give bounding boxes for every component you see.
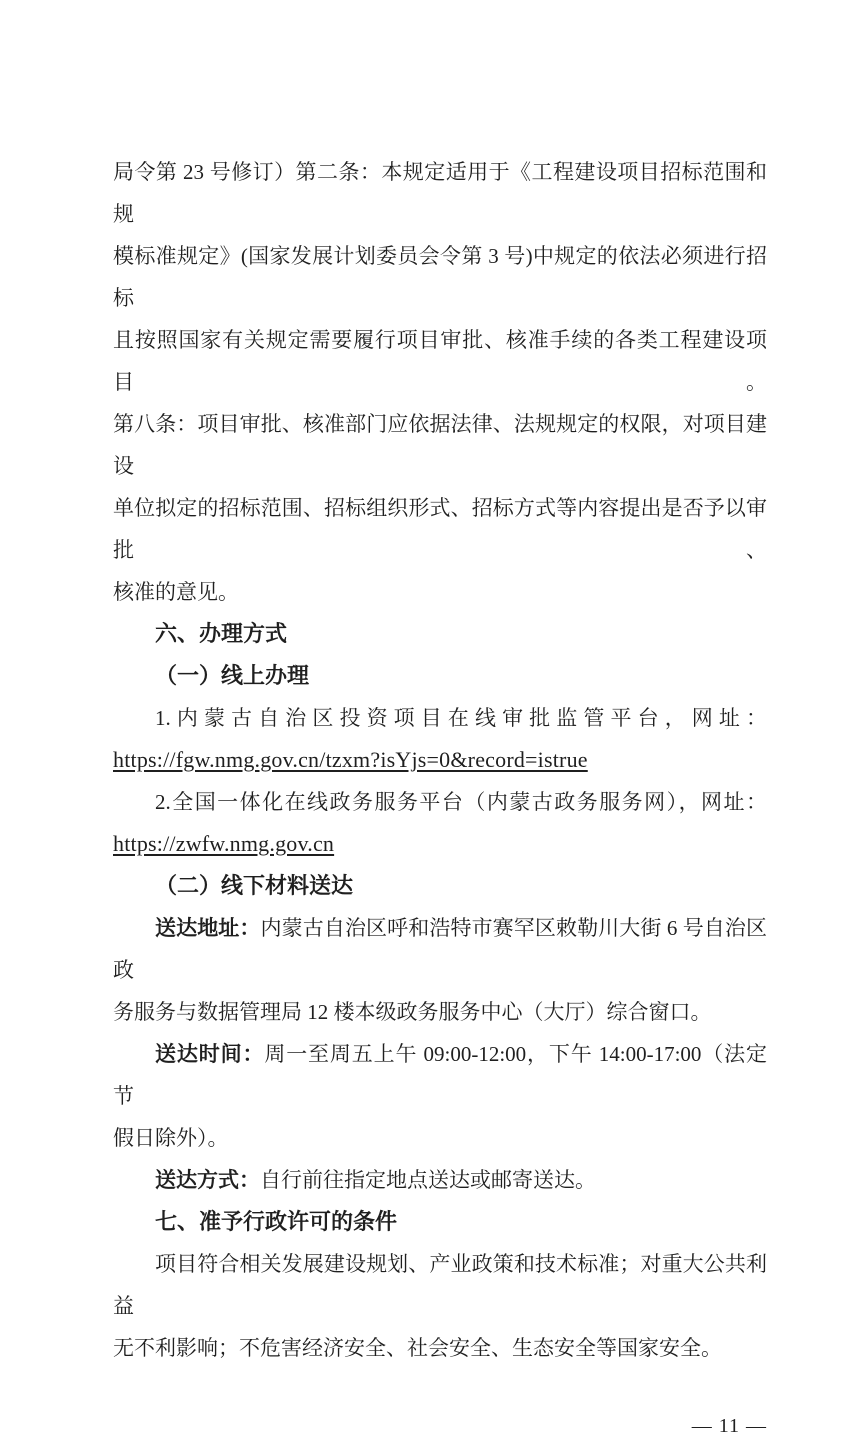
subsection-heading-offline: （二）线下材料送达 xyxy=(155,873,354,898)
hyperlink[interactable]: https://zwfw.nmg.gov.cn xyxy=(113,831,335,856)
paragraph-line: 单位拟定的招标范围、招标组织形式、招标方式等内容提出是否予以审批、 xyxy=(113,496,767,562)
paragraph-line: 核准的意见。 xyxy=(113,580,239,604)
document-body xyxy=(113,151,767,1447)
delivery-time-text: 周一至周五上午 09:00-12:00，下午 14:00-17:00（法定节 xyxy=(113,1042,767,1108)
subsection-heading-online: （一）线上办理 xyxy=(155,663,310,688)
delivery-address-line-1 xyxy=(113,907,767,991)
online-item-1-text: 1.内蒙古自治区投资项目在线审批监管平台，网址： xyxy=(155,706,767,730)
section-heading-banli-fangshi: 六、办理方式 xyxy=(155,621,288,646)
delivery-address-line-2: 务服务与数据管理局 12 楼本级政务服务中心（大厅）综合窗口。 xyxy=(113,1000,712,1024)
delivery-address-label: 送达地址： xyxy=(155,916,261,940)
hyperlink[interactable]: https://fgw.nmg.gov.cn/tzxm?isYjs=0&record=istrue xyxy=(113,747,588,772)
paragraph-line: 且按照国家有关规定需要履行项目审批、核准手续的各类工程建设项目。 xyxy=(113,328,767,394)
online-item-2-url[interactable] xyxy=(113,823,767,865)
paragraph-line: 第八条：项目审批、核准部门应依据法律、法规规定的权限，对项目建设 xyxy=(113,412,767,478)
delivery-time-line-2: 假日除外）。 xyxy=(113,1126,229,1150)
delivery-address-text: 内蒙古自治区呼和浩特市赛罕区敕勒川大街 6 号自治区政 xyxy=(113,916,768,982)
delivery-method-text: 自行前往指定地点送达或邮寄送达。 xyxy=(260,1168,596,1192)
online-item-2-text: 2.全国一体化在线政务服务平台（内蒙古政务服务网），网址： xyxy=(155,790,767,814)
delivery-method-line xyxy=(113,1159,767,1201)
delivery-time-line-1 xyxy=(113,1033,767,1117)
delivery-time-label: 送达时间： xyxy=(155,1042,265,1066)
section-heading-xukecondition: 七、准予行政许可的条件 xyxy=(155,1209,398,1234)
bottom-spacer xyxy=(113,1369,767,1405)
paragraph-line: 模标准规定》(国家发展计划委员会令第 3 号)中规定的依法必须进行招标 xyxy=(113,244,767,310)
paragraph-line: 项目符合相关发展建设规划、产业政策和技术标准；对重大公共利益 xyxy=(113,1252,767,1318)
paragraph-line: 无不利影响；不危害经济安全、社会安全、生态安全等国家安全。 xyxy=(113,1336,722,1360)
delivery-method-label: 送达方式： xyxy=(155,1168,260,1192)
page-number: — 11 — xyxy=(691,1415,767,1437)
paragraph-line: 局令第 23 号修订）第二条：本规定适用于《工程建设项目招标范围和规 xyxy=(113,160,767,226)
online-item-1-url[interactable] xyxy=(113,739,767,781)
page-footer xyxy=(113,1405,767,1447)
